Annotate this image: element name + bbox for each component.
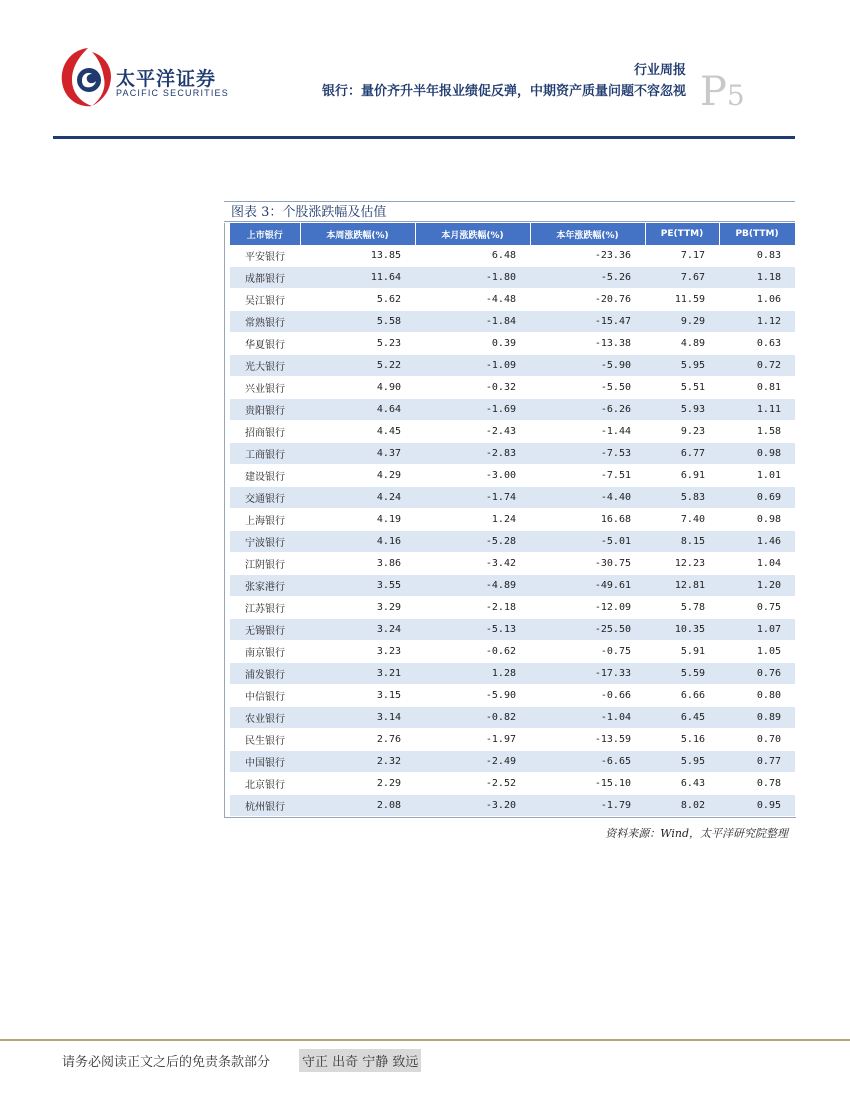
table-cell: 1.05 bbox=[719, 641, 795, 663]
table-body bbox=[230, 245, 795, 817]
table-cell: 5.51 bbox=[645, 377, 719, 399]
table-row bbox=[230, 245, 795, 267]
table-row bbox=[230, 377, 795, 399]
table-cell: 3.55 bbox=[300, 575, 415, 597]
bank-name-cell: 常熟银行 bbox=[230, 311, 300, 333]
bank-name-cell: 杭州银行 bbox=[230, 795, 300, 817]
table-cell: -2.18 bbox=[415, 597, 530, 619]
column-header: 本月涨跌幅(%) bbox=[415, 223, 530, 245]
table-cell: 0.70 bbox=[719, 729, 795, 751]
table-row bbox=[230, 619, 795, 641]
bank-name-cell: 光大银行 bbox=[230, 355, 300, 377]
table-cell: -5.50 bbox=[530, 377, 645, 399]
stock-performance-table-container bbox=[224, 223, 796, 818]
table-cell: 1.04 bbox=[719, 553, 795, 575]
table-row bbox=[230, 311, 795, 333]
table-cell: -13.59 bbox=[530, 729, 645, 751]
table-row bbox=[230, 289, 795, 311]
table-cell: -0.66 bbox=[530, 685, 645, 707]
report-type: 行业周报 bbox=[633, 63, 686, 78]
bank-name-cell: 吴江银行 bbox=[230, 289, 300, 311]
table-cell: 6.91 bbox=[645, 465, 719, 487]
table-cell: 3.86 bbox=[300, 553, 415, 575]
table-cell: -12.09 bbox=[530, 597, 645, 619]
table-cell: 3.14 bbox=[300, 707, 415, 729]
bank-name-cell: 工商银行 bbox=[230, 443, 300, 465]
table-row bbox=[230, 685, 795, 707]
table-cell: 16.68 bbox=[530, 509, 645, 531]
table-cell: 9.29 bbox=[645, 311, 719, 333]
table-cell: 5.59 bbox=[645, 663, 719, 685]
bank-name-cell: 华夏银行 bbox=[230, 333, 300, 355]
figure-caption: 图表 3：个股涨跌幅及估值 bbox=[224, 201, 795, 222]
table-cell: 6.48 bbox=[415, 245, 530, 267]
bank-name-cell: 中国银行 bbox=[230, 751, 300, 773]
table-cell: 4.29 bbox=[300, 465, 415, 487]
table-cell: -1.79 bbox=[530, 795, 645, 817]
table-cell: 3.23 bbox=[300, 641, 415, 663]
table-cell: 4.89 bbox=[645, 333, 719, 355]
table-cell: 1.12 bbox=[719, 311, 795, 333]
table-cell: -5.90 bbox=[530, 355, 645, 377]
table-row bbox=[230, 729, 795, 751]
table-cell: -5.13 bbox=[415, 619, 530, 641]
table-row bbox=[230, 553, 795, 575]
table-cell: 2.32 bbox=[300, 751, 415, 773]
table-cell: 4.45 bbox=[300, 421, 415, 443]
table-cell: 8.02 bbox=[645, 795, 719, 817]
table-cell: 0.81 bbox=[719, 377, 795, 399]
table-cell: -1.97 bbox=[415, 729, 530, 751]
page-number bbox=[700, 69, 745, 115]
table-cell: 6.77 bbox=[645, 443, 719, 465]
table-cell: 2.08 bbox=[300, 795, 415, 817]
table-header-row bbox=[230, 223, 795, 245]
header-divider bbox=[53, 136, 795, 139]
table-cell: 4.90 bbox=[300, 377, 415, 399]
table-cell: 5.93 bbox=[645, 399, 719, 421]
table-cell: 7.40 bbox=[645, 509, 719, 531]
bank-name-cell: 张家港行 bbox=[230, 575, 300, 597]
bank-name-cell: 无锡银行 bbox=[230, 619, 300, 641]
table-cell: -2.83 bbox=[415, 443, 530, 465]
bank-name-cell: 兴业银行 bbox=[230, 377, 300, 399]
data-source-note: 资料来源：Wind，太平洋研究院整理 bbox=[605, 827, 788, 840]
table-cell: 0.98 bbox=[719, 509, 795, 531]
table-row bbox=[230, 465, 795, 487]
table-cell: 7.17 bbox=[645, 245, 719, 267]
table-cell: -6.26 bbox=[530, 399, 645, 421]
table-row bbox=[230, 707, 795, 729]
column-header: 上市银行 bbox=[230, 223, 300, 245]
table-cell: 10.35 bbox=[645, 619, 719, 641]
table-cell: -5.90 bbox=[415, 685, 530, 707]
column-header: PB(TTM) bbox=[719, 223, 795, 245]
table-cell: 11.59 bbox=[645, 289, 719, 311]
table-cell: -7.53 bbox=[530, 443, 645, 465]
table-cell: -5.28 bbox=[415, 531, 530, 553]
table-cell: -4.89 bbox=[415, 575, 530, 597]
table-cell: -1.74 bbox=[415, 487, 530, 509]
table-row bbox=[230, 531, 795, 553]
table-cell: 1.58 bbox=[719, 421, 795, 443]
table-cell: 5.95 bbox=[645, 751, 719, 773]
table-cell: -13.38 bbox=[530, 333, 645, 355]
table-cell: -25.50 bbox=[530, 619, 645, 641]
stock-performance-table bbox=[230, 223, 796, 817]
table-cell: 7.67 bbox=[645, 267, 719, 289]
table-row bbox=[230, 509, 795, 531]
bank-name-cell: 建设银行 bbox=[230, 465, 300, 487]
table-cell: 0.63 bbox=[719, 333, 795, 355]
table-cell: 1.07 bbox=[719, 619, 795, 641]
table-row bbox=[230, 641, 795, 663]
bank-name-cell: 平安银行 bbox=[230, 245, 300, 267]
table-cell: 1.11 bbox=[719, 399, 795, 421]
table-row bbox=[230, 663, 795, 685]
logo-chinese-name: 太平洋证券 bbox=[116, 68, 217, 90]
table-cell: 2.76 bbox=[300, 729, 415, 751]
table-row bbox=[230, 487, 795, 509]
page-prefix: P bbox=[700, 69, 727, 115]
table-cell: 0.75 bbox=[719, 597, 795, 619]
table-cell: 11.64 bbox=[300, 267, 415, 289]
table-cell: 9.23 bbox=[645, 421, 719, 443]
table-cell: 8.15 bbox=[645, 531, 719, 553]
table-cell: 1.20 bbox=[719, 575, 795, 597]
table-cell: 1.18 bbox=[719, 267, 795, 289]
logo-english-name: PACIFIC SECURITIES bbox=[116, 88, 229, 98]
table-cell: 3.29 bbox=[300, 597, 415, 619]
table-cell: 13.85 bbox=[300, 245, 415, 267]
table-cell: 1.06 bbox=[719, 289, 795, 311]
table-cell: 3.21 bbox=[300, 663, 415, 685]
bank-name-cell: 农业银行 bbox=[230, 707, 300, 729]
table-cell: -2.43 bbox=[415, 421, 530, 443]
bank-name-cell: 成都银行 bbox=[230, 267, 300, 289]
pacific-securities-logo-icon bbox=[58, 44, 114, 110]
table-cell: 0.80 bbox=[719, 685, 795, 707]
table-cell: 4.16 bbox=[300, 531, 415, 553]
table-cell: -0.32 bbox=[415, 377, 530, 399]
bank-name-cell: 北京银行 bbox=[230, 773, 300, 795]
table-cell: -6.65 bbox=[530, 751, 645, 773]
table-cell: 6.45 bbox=[645, 707, 719, 729]
table-row bbox=[230, 575, 795, 597]
table-cell: 12.81 bbox=[645, 575, 719, 597]
table-cell: 12.23 bbox=[645, 553, 719, 575]
footer-divider bbox=[0, 1039, 850, 1041]
table-cell: -20.76 bbox=[530, 289, 645, 311]
table-cell: 1.24 bbox=[415, 509, 530, 531]
table-cell: 3.15 bbox=[300, 685, 415, 707]
bank-name-cell: 招商银行 bbox=[230, 421, 300, 443]
table-cell: -15.10 bbox=[530, 773, 645, 795]
table-cell: 5.62 bbox=[300, 289, 415, 311]
table-cell: 0.69 bbox=[719, 487, 795, 509]
table-cell: -1.80 bbox=[415, 267, 530, 289]
table-row bbox=[230, 333, 795, 355]
table-cell: -5.01 bbox=[530, 531, 645, 553]
table-cell: -4.40 bbox=[530, 487, 645, 509]
table-cell: -17.33 bbox=[530, 663, 645, 685]
table-cell: -1.04 bbox=[530, 707, 645, 729]
table-cell: 5.16 bbox=[645, 729, 719, 751]
table-cell: 0.98 bbox=[719, 443, 795, 465]
table-cell: 0.72 bbox=[719, 355, 795, 377]
table-cell: 6.66 bbox=[645, 685, 719, 707]
bank-name-cell: 民生银行 bbox=[230, 729, 300, 751]
table-cell: -2.49 bbox=[415, 751, 530, 773]
table-cell: -1.84 bbox=[415, 311, 530, 333]
table-cell: -0.75 bbox=[530, 641, 645, 663]
table-row bbox=[230, 795, 795, 817]
table-cell: 4.24 bbox=[300, 487, 415, 509]
footer-disclaimer: 请务必阅读正文之后的免责条款部分 bbox=[62, 1055, 271, 1070]
table-cell: 0.89 bbox=[719, 707, 795, 729]
table-cell: -3.20 bbox=[415, 795, 530, 817]
table-cell: -1.09 bbox=[415, 355, 530, 377]
table-cell: 5.91 bbox=[645, 641, 719, 663]
table-cell: 0.95 bbox=[719, 795, 795, 817]
table-cell: 5.95 bbox=[645, 355, 719, 377]
table-row bbox=[230, 267, 795, 289]
table-cell: -49.61 bbox=[530, 575, 645, 597]
table-row bbox=[230, 751, 795, 773]
table-cell: 0.83 bbox=[719, 245, 795, 267]
footer-motto: 守正 出奇 宁静 致远 bbox=[299, 1049, 421, 1072]
table-row bbox=[230, 597, 795, 619]
table-cell: -1.69 bbox=[415, 399, 530, 421]
table-cell: 4.64 bbox=[300, 399, 415, 421]
table-row bbox=[230, 773, 795, 795]
table-cell: 3.24 bbox=[300, 619, 415, 641]
table-cell: -2.52 bbox=[415, 773, 530, 795]
bank-name-cell: 交通银行 bbox=[230, 487, 300, 509]
bank-name-cell: 江苏银行 bbox=[230, 597, 300, 619]
table-cell: 1.28 bbox=[415, 663, 530, 685]
table-cell: 4.19 bbox=[300, 509, 415, 531]
bank-name-cell: 贵阳银行 bbox=[230, 399, 300, 421]
bank-name-cell: 宁波银行 bbox=[230, 531, 300, 553]
table-row bbox=[230, 421, 795, 443]
bank-name-cell: 中信银行 bbox=[230, 685, 300, 707]
table-cell: 0.76 bbox=[719, 663, 795, 685]
table-cell: 5.83 bbox=[645, 487, 719, 509]
table-cell: -23.36 bbox=[530, 245, 645, 267]
table-cell: -1.44 bbox=[530, 421, 645, 443]
table-cell: 6.43 bbox=[645, 773, 719, 795]
bank-name-cell: 浦发银行 bbox=[230, 663, 300, 685]
table-cell: 1.01 bbox=[719, 465, 795, 487]
table-row bbox=[230, 443, 795, 465]
table-cell: 0.39 bbox=[415, 333, 530, 355]
table-cell: -5.26 bbox=[530, 267, 645, 289]
table-cell: 5.78 bbox=[645, 597, 719, 619]
table-row bbox=[230, 399, 795, 421]
table-cell: 4.37 bbox=[300, 443, 415, 465]
column-header: 本年涨跌幅(%) bbox=[530, 223, 645, 245]
page-number-value: 5 bbox=[726, 79, 745, 112]
column-header: PE(TTM) bbox=[645, 223, 719, 245]
bank-name-cell: 江阴银行 bbox=[230, 553, 300, 575]
table-cell: -0.62 bbox=[415, 641, 530, 663]
table-cell: 5.23 bbox=[300, 333, 415, 355]
company-logo bbox=[58, 44, 228, 114]
table-cell: -15.47 bbox=[530, 311, 645, 333]
table-cell: -4.48 bbox=[415, 289, 530, 311]
table-cell: -0.82 bbox=[415, 707, 530, 729]
bank-name-cell: 南京银行 bbox=[230, 641, 300, 663]
table-cell: 5.58 bbox=[300, 311, 415, 333]
table-cell: 0.77 bbox=[719, 751, 795, 773]
table-cell: 2.29 bbox=[300, 773, 415, 795]
table-row bbox=[230, 355, 795, 377]
table-cell: -30.75 bbox=[530, 553, 645, 575]
table-cell: -3.42 bbox=[415, 553, 530, 575]
column-header: 本周涨跌幅(%) bbox=[300, 223, 415, 245]
table-cell: 0.78 bbox=[719, 773, 795, 795]
table-cell: 5.22 bbox=[300, 355, 415, 377]
bank-name-cell: 上海银行 bbox=[230, 509, 300, 531]
table-cell: 1.46 bbox=[719, 531, 795, 553]
table-cell: -3.00 bbox=[415, 465, 530, 487]
report-title: 银行：量价齐升半年报业绩促反弹，中期资产质量问题不容忽视 bbox=[321, 84, 686, 99]
table-cell: -7.51 bbox=[530, 465, 645, 487]
